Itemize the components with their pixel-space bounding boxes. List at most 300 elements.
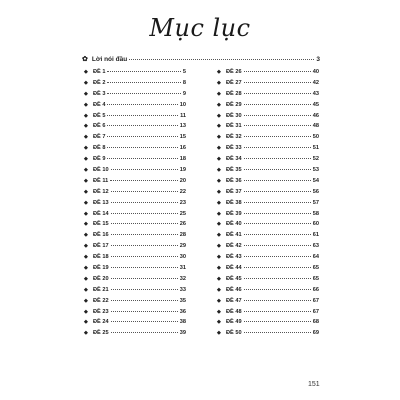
toc-entry-label: ĐỀ: [93, 177, 101, 184]
toc-entry-page: 32: [179, 275, 186, 282]
toc-entry-label: ĐỀ: [93, 199, 101, 206]
bullet-dot-icon: ◆: [217, 308, 221, 315]
toc-entry-page: 39: [179, 330, 186, 337]
toc-entry-page: 11: [180, 112, 186, 119]
toc-entry-number: 35: [235, 167, 242, 174]
toc-entry-page: 29: [179, 243, 186, 250]
toc-intro-label: Lời nói đầu: [91, 56, 128, 63]
toc-entry-page: 8: [182, 79, 186, 86]
toc-entry[interactable]: [217, 221, 319, 232]
toc-entry-label: ĐỀ: [93, 275, 101, 282]
toc-entry-page: 43: [312, 90, 319, 97]
toc-entry-page: 20: [179, 177, 186, 184]
toc-entry-number: 18: [102, 254, 109, 261]
toc-entry[interactable]: [84, 211, 186, 222]
leader-dots: [111, 332, 178, 333]
bullet-dot-icon: ◆: [84, 134, 88, 141]
toc-entry-number: 17: [102, 243, 109, 250]
bullet-dot-icon: ◆: [84, 221, 88, 228]
toc-entry[interactable]: [217, 91, 319, 102]
toc-entry-label: ĐỀ: [93, 210, 101, 217]
bullet-dot-icon: ◆: [84, 254, 88, 261]
toc-entry-page: 52: [312, 156, 319, 163]
toc-entry[interactable]: [217, 309, 319, 320]
toc-entry-page: 54: [312, 177, 319, 184]
bullet-dot-icon: ◆: [84, 90, 88, 97]
toc-entry-label: ĐỀ: [93, 308, 101, 315]
bullet-dot-icon: ◆: [217, 134, 221, 141]
toc-entry-number: 39: [235, 210, 242, 217]
page-number: 151: [308, 381, 320, 388]
leader-dots: [244, 104, 311, 105]
toc-entry-label: ĐỀ: [226, 123, 234, 130]
toc-entry[interactable]: [217, 319, 319, 330]
toc-entry[interactable]: [217, 232, 319, 243]
leader-dots: [244, 136, 311, 137]
toc-entry-number: 49: [235, 319, 242, 326]
toc-entry-label: ĐỀ: [226, 330, 234, 337]
bullet-dot-icon: ◆: [84, 145, 88, 152]
bullet-dot-icon: ◆: [217, 243, 221, 250]
toc-entry[interactable]: [217, 265, 319, 276]
toc-entry-page: 63: [312, 243, 319, 250]
toc-entry-page: 68: [312, 319, 319, 326]
bullet-dot-icon: ◆: [84, 319, 88, 326]
toc-entry-page: 25: [179, 210, 186, 217]
toc-entry-page: 15: [179, 134, 186, 141]
toc-entry-page: 65: [312, 265, 319, 272]
toc-entry[interactable]: [84, 102, 186, 113]
toc-entry-label: ĐỀ: [226, 188, 234, 195]
leader-dots: [111, 223, 178, 224]
bullet-dot-icon: ◆: [217, 112, 221, 119]
leader-dots: [111, 213, 178, 214]
toc-entry-label: ĐỀ: [93, 156, 101, 163]
toc-entry-number: 24: [102, 319, 109, 326]
leader-dots: [244, 213, 311, 214]
toc-entry-number: 45: [235, 275, 242, 282]
leader-dots: [111, 321, 178, 322]
toc-entry-label: ĐỀ: [226, 90, 234, 97]
leader-dots: [244, 267, 311, 268]
leader-dots: [107, 147, 177, 148]
toc-entry-page: 67: [312, 297, 319, 304]
toc-entry-number: 22: [102, 297, 109, 304]
toc-entry-page: 5: [182, 69, 186, 75]
toc-entry[interactable]: [84, 276, 186, 287]
toc-right-column: [217, 69, 319, 341]
toc-entry-label: ĐỀ: [93, 145, 101, 152]
leader-dots: [244, 147, 311, 148]
bullet-dot-icon: ◆: [217, 221, 221, 228]
toc-entry-label: ĐỀ: [93, 330, 101, 337]
toc-entry-label: ĐỀ: [226, 254, 234, 261]
leader-dots: [244, 158, 311, 159]
bullet-dot-icon: ◆: [217, 188, 221, 195]
toc-entry[interactable]: [84, 113, 186, 124]
toc-entry-label: ĐỀ: [93, 286, 101, 293]
toc-entry[interactable]: [84, 123, 186, 134]
leader-dots: [244, 256, 311, 257]
toc-entry-number: 27: [235, 79, 242, 86]
toc-entry-number: 4: [102, 101, 106, 108]
toc-entry-label: ĐỀ: [93, 90, 101, 97]
bullet-dot-icon: ◆: [217, 297, 221, 304]
toc-entry-page: 51: [312, 145, 319, 152]
toc-entry-label: ĐỀ: [93, 112, 101, 119]
bullet-dot-icon: ◆: [84, 167, 88, 174]
toc-entry-label: ĐỀ: [93, 101, 101, 108]
toc-entry-number: 38: [235, 199, 242, 206]
toc-entry-label: ĐỀ: [226, 243, 234, 250]
leader-dots: [107, 125, 177, 126]
toc-entry-page: 50: [312, 134, 319, 141]
toc-entry-page: 31: [179, 265, 186, 272]
toc-entry-number: 20: [102, 275, 109, 282]
toc-entry-number: 10: [102, 167, 109, 174]
leader-dots: [110, 180, 178, 181]
toc-entry-page: 69: [312, 330, 319, 337]
toc-entry-label: ĐỀ: [93, 297, 101, 304]
toc-entry[interactable]: [217, 243, 319, 254]
toc-entry-number: 36: [235, 177, 242, 184]
toc-entry-page: 66: [312, 286, 319, 293]
toc-entry[interactable]: [84, 243, 186, 254]
toc-entry-page: 28: [179, 232, 186, 239]
toc-entry[interactable]: [217, 287, 319, 298]
toc-entry-page: 56: [312, 188, 319, 195]
bullet-dot-icon: ◆: [217, 123, 221, 130]
toc-entry[interactable]: [84, 265, 186, 276]
bullet-dot-icon: ◆: [217, 69, 221, 75]
leader-dots: [111, 169, 178, 170]
bullet-dot-icon: ◆: [84, 188, 88, 195]
leader-dots: [244, 321, 311, 322]
leader-dots: [107, 71, 180, 72]
leader-dots: [111, 191, 178, 192]
toc-entry[interactable]: [217, 80, 319, 91]
toc-entry-number: 6: [102, 123, 106, 130]
bullet-dot-icon: ◆: [84, 123, 88, 130]
toc-entry-label: ĐỀ: [226, 265, 234, 272]
toc-entry-number: 14: [102, 210, 109, 217]
toc-entry-label: ĐỀ: [226, 101, 234, 108]
leader-dots: [111, 267, 178, 268]
toc-entry-number: 21: [102, 286, 109, 293]
leader-dots: [244, 278, 311, 279]
bullet-dot-icon: ◆: [217, 330, 221, 337]
bullet-dot-icon: ◆: [217, 101, 221, 108]
bullet-dot-icon: ◆: [84, 297, 88, 304]
toc-entry-label: ĐỀ: [226, 177, 234, 184]
toc-entry-number: 16: [102, 232, 109, 239]
bullet-dot-icon: ◆: [217, 90, 221, 97]
toc-entry-label: ĐỀ: [93, 123, 101, 130]
toc-entry-page: 18: [179, 156, 186, 163]
toc-entry[interactable]: [217, 69, 319, 80]
toc-entry-page: 26: [179, 221, 186, 228]
bullet-dot-icon: ◆: [84, 286, 88, 293]
leader-dots: [107, 158, 177, 159]
toc-entry-number: 37: [235, 188, 242, 195]
toc-entry[interactable]: [217, 254, 319, 265]
toc-entry[interactable]: [217, 200, 319, 211]
toc-entry-label: ĐỀ: [93, 243, 101, 250]
leader-dots: [244, 234, 311, 235]
leader-dots: [244, 311, 311, 312]
flower-icon: ✿: [82, 56, 88, 63]
toc-entry-number: 19: [102, 265, 109, 272]
toc-entry[interactable]: [84, 232, 186, 243]
toc-entry-page: 58: [312, 210, 319, 217]
toc-entry-page: 65: [312, 275, 319, 282]
toc-entry[interactable]: [84, 91, 186, 102]
toc-entry[interactable]: [84, 319, 186, 330]
toc-entry-number: 40: [235, 221, 242, 228]
bullet-dot-icon: ◆: [217, 156, 221, 163]
toc-entry-number: 33: [235, 145, 242, 152]
toc-entry[interactable]: [84, 69, 186, 80]
leader-dots: [244, 82, 311, 83]
toc-entry[interactable]: [217, 102, 319, 113]
toc-entry-label: ĐỀ: [226, 167, 234, 174]
toc-entry-page: 30: [179, 254, 186, 261]
toc-entry-number: 15: [102, 221, 109, 228]
leader-dots: [111, 311, 178, 312]
toc-intro-row[interactable]: [82, 55, 320, 67]
leader-dots: [111, 278, 178, 279]
bullet-dot-icon: ◆: [84, 265, 88, 272]
bullet-dot-icon: ◆: [217, 199, 221, 206]
toc-entry-number: 12: [102, 188, 109, 195]
toc-entry-number: 42: [235, 243, 242, 250]
toc-intro-page: 3: [316, 56, 320, 63]
bullet-dot-icon: ◆: [84, 210, 88, 217]
toc-entry-number: 28: [235, 90, 242, 97]
toc-entry-number: 23: [102, 308, 109, 315]
bullet-dot-icon: ◆: [217, 145, 221, 152]
toc-entry[interactable]: [217, 330, 319, 341]
toc-entry-number: 29: [235, 101, 242, 108]
leader-dots: [107, 93, 180, 94]
toc-left-column: [84, 69, 186, 341]
toc-entry[interactable]: [84, 178, 186, 189]
leader-dots: [244, 169, 311, 170]
leader-dots: [107, 115, 178, 116]
toc-entry-label: ĐỀ: [226, 275, 234, 282]
toc-entry-page: 22: [179, 188, 186, 195]
toc-entry-label: ĐỀ: [93, 134, 101, 141]
bullet-dot-icon: ◆: [217, 265, 221, 272]
toc-entry-page: 57: [312, 199, 319, 206]
leader-dots: [111, 300, 178, 301]
leader-dots: [244, 332, 311, 333]
toc-entry-label: ĐỀ: [226, 156, 234, 163]
toc-entry[interactable]: [84, 309, 186, 320]
toc-entry[interactable]: [84, 287, 186, 298]
toc-entry-label: ĐỀ: [93, 319, 101, 326]
toc-entry-page: 9: [182, 90, 186, 97]
toc-entry[interactable]: [84, 200, 186, 211]
toc-entry-page: 23: [179, 199, 186, 206]
toc-entry-number: 34: [235, 156, 242, 163]
leader-dots: [244, 191, 311, 192]
toc-entry-label: ĐỀ: [226, 308, 234, 315]
bullet-dot-icon: ◆: [84, 79, 88, 86]
leader-dots: [244, 71, 311, 72]
toc-entry-page: 33: [179, 286, 186, 293]
leader-dots: [244, 245, 311, 246]
toc-entry-label: ĐỀ: [226, 286, 234, 293]
bullet-dot-icon: ◆: [84, 243, 88, 250]
toc-entry-page: 64: [312, 254, 319, 261]
toc-entry-number: 26: [235, 69, 242, 75]
toc-entry[interactable]: [217, 276, 319, 287]
toc-entry-page: 40: [312, 69, 319, 75]
toc-entry-label: ĐỀ: [226, 112, 234, 119]
bullet-dot-icon: ◆: [217, 167, 221, 174]
toc-entry-number: 46: [235, 286, 242, 293]
page-title: Mục lục: [149, 14, 251, 42]
toc-entry[interactable]: [84, 156, 186, 167]
toc-entry[interactable]: [84, 221, 186, 232]
toc-entry-number: 1: [102, 69, 106, 75]
toc-entry-number: 43: [235, 254, 242, 261]
toc-entry[interactable]: [84, 189, 186, 200]
toc-entry-page: 19: [179, 167, 186, 174]
toc-entry[interactable]: [217, 167, 319, 178]
bullet-dot-icon: ◆: [217, 210, 221, 217]
toc-entry-page: 67: [312, 308, 319, 315]
bullet-dot-icon: ◆: [217, 319, 221, 326]
bullet-dot-icon: ◆: [84, 69, 88, 75]
toc-entry-number: 41: [235, 232, 242, 239]
bullet-dot-icon: ◆: [217, 177, 221, 184]
toc-entry-number: 5: [102, 112, 106, 119]
leader-dots: [111, 234, 178, 235]
toc-entry-number: 25: [102, 330, 109, 337]
toc-entry-page: 48: [312, 123, 319, 130]
toc-entry[interactable]: [84, 298, 186, 309]
bullet-dot-icon: ◆: [217, 254, 221, 261]
toc-entry[interactable]: [84, 330, 186, 341]
toc-entry-number: 47: [235, 297, 242, 304]
toc-entry-page: 38: [179, 319, 186, 326]
toc-entry-number: 7: [102, 134, 106, 141]
leader-dots: [244, 180, 311, 181]
leader-dots: [244, 223, 311, 224]
toc-entry[interactable]: [217, 156, 319, 167]
bullet-dot-icon: ◆: [217, 275, 221, 282]
toc-entry-label: ĐỀ: [226, 232, 234, 239]
toc-entry-label: ĐỀ: [93, 265, 101, 272]
toc-entry-number: 2: [102, 79, 106, 86]
bullet-dot-icon: ◆: [84, 275, 88, 282]
toc-entry-number: 3: [102, 90, 106, 97]
leader-dots: [244, 289, 311, 290]
leader-dots: [244, 115, 311, 116]
toc-entry-page: 10: [179, 101, 186, 108]
bullet-dot-icon: ◆: [84, 330, 88, 337]
toc-entry-number: 32: [235, 134, 242, 141]
bullet-dot-icon: ◆: [217, 232, 221, 239]
leader-dots: [244, 125, 311, 126]
bullet-dot-icon: ◆: [84, 101, 88, 108]
toc-entry-number: 31: [235, 123, 242, 130]
bullet-dot-icon: ◆: [84, 199, 88, 206]
toc-entry[interactable]: [217, 134, 319, 145]
toc-entry-label: ĐỀ: [93, 69, 101, 75]
toc-entry-number: 50: [235, 330, 242, 337]
toc-entry[interactable]: [84, 80, 186, 91]
toc-entry-label: ĐỀ: [226, 145, 234, 152]
toc-entry[interactable]: [84, 167, 186, 178]
toc-entry[interactable]: [217, 298, 319, 309]
leader-dots: [244, 300, 311, 301]
toc-entry[interactable]: [217, 123, 319, 134]
toc-entry-page: 60: [312, 221, 319, 228]
leader-dots: [107, 82, 180, 83]
toc-entry-label: ĐỀ: [93, 232, 101, 239]
toc-entry-page: 61: [312, 232, 319, 239]
toc-entry[interactable]: [217, 145, 319, 156]
toc-entry-page: 13: [179, 123, 186, 130]
bullet-dot-icon: ◆: [217, 286, 221, 293]
leader-dots: [129, 59, 314, 60]
toc-entry-label: ĐỀ: [226, 79, 234, 86]
bullet-dot-icon: ◆: [84, 232, 88, 239]
leader-dots: [111, 256, 178, 257]
toc-entry[interactable]: [217, 211, 319, 222]
toc-entry-number: 30: [235, 112, 242, 119]
toc-entry-label: ĐỀ: [226, 319, 234, 326]
bullet-dot-icon: ◆: [84, 177, 88, 184]
toc-entry-label: ĐỀ: [226, 134, 234, 141]
toc-entry-label: ĐỀ: [93, 221, 101, 228]
leader-dots: [107, 136, 177, 137]
toc-entry-label: ĐỀ: [93, 254, 101, 261]
toc-entry[interactable]: [84, 254, 186, 265]
toc-entry-label: ĐỀ: [226, 221, 234, 228]
toc-entry-label: ĐỀ: [93, 79, 101, 86]
toc-entry-label: ĐỀ: [93, 167, 101, 174]
leader-dots: [244, 93, 311, 94]
toc-entry-page: 42: [312, 79, 319, 86]
toc-entry-number: 48: [235, 308, 242, 315]
toc-entry-page: 36: [179, 308, 186, 315]
leader-dots: [111, 245, 178, 246]
leader-dots: [111, 202, 178, 203]
toc-entry-label: ĐỀ: [226, 69, 234, 75]
toc-entry[interactable]: [217, 178, 319, 189]
toc-entry-label: ĐỀ: [226, 199, 234, 206]
toc-entry-page: 35: [179, 297, 186, 304]
toc-entry-page: 45: [312, 101, 319, 108]
leader-dots: [244, 202, 311, 203]
toc-entry[interactable]: [84, 134, 186, 145]
toc-entry-label: ĐỀ: [93, 188, 101, 195]
toc-entry-number: 8: [102, 145, 106, 152]
leader-dots: [107, 104, 177, 105]
toc-entry-label: ĐỀ: [226, 210, 234, 217]
toc-entry[interactable]: [217, 189, 319, 200]
toc-entry[interactable]: [84, 145, 186, 156]
leader-dots: [111, 289, 178, 290]
bullet-dot-icon: ◆: [217, 79, 221, 86]
toc-entry-page: 46: [312, 112, 319, 119]
toc-entry[interactable]: [217, 113, 319, 124]
toc-entry-number: 13: [102, 199, 109, 206]
